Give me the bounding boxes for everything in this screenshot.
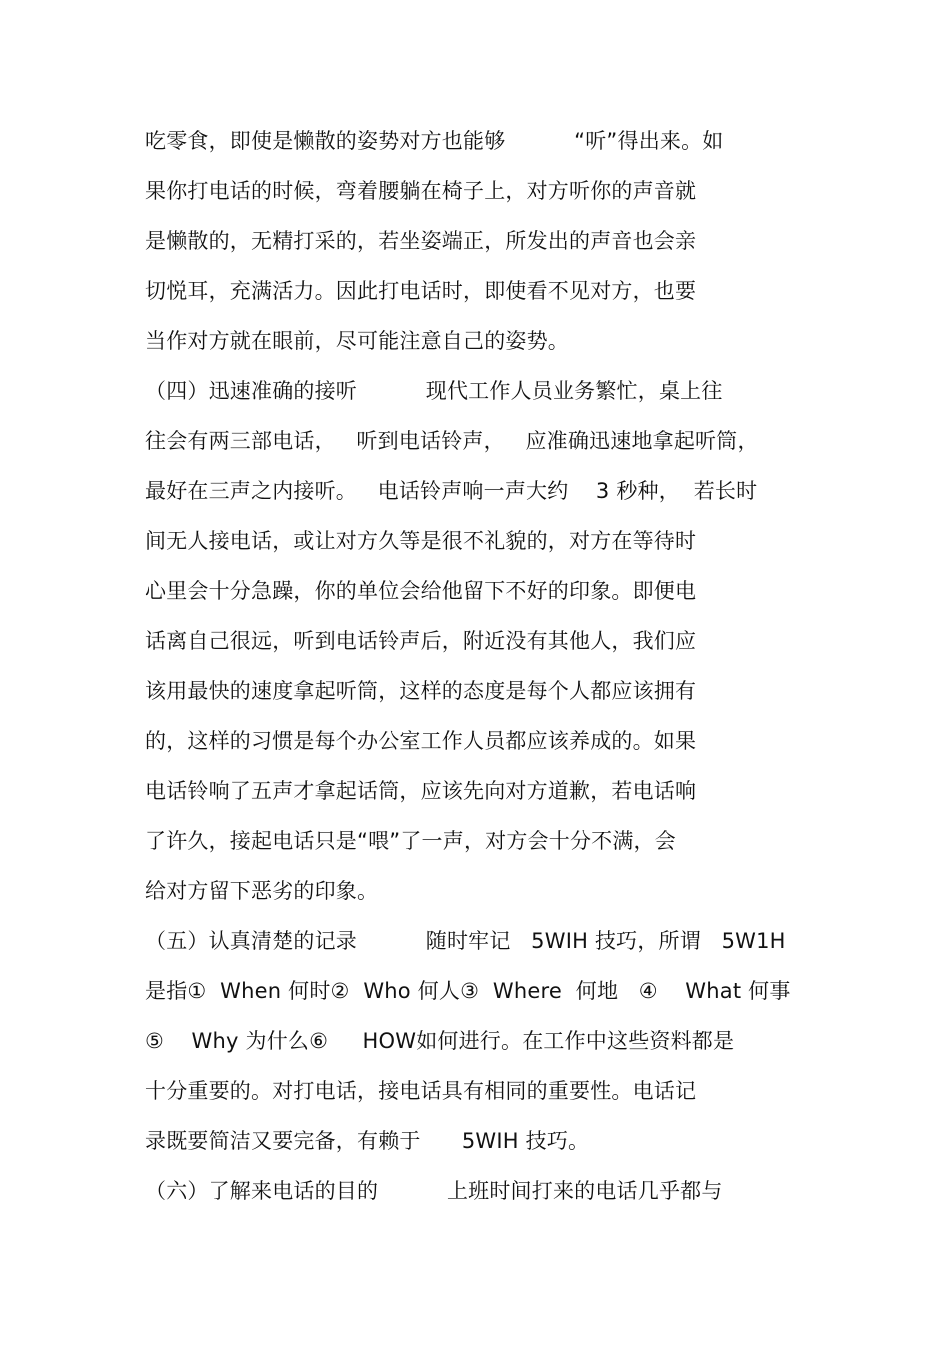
text-line: 吃零食，即使是懒散的姿势对方也能够 “听”得出来。如 <box>145 129 724 153</box>
section-heading-line: （六）了解来电话的目的 上班时间打来的电话几乎都与 <box>145 1179 723 1203</box>
text-line: ⑤ Why 为什么⑥ HOW如何进行。在工作中这些资料都是 <box>145 1029 735 1053</box>
section-heading-line: （五）认真清楚的记录 随时牢记 5WIH 技巧，所谓 5W1H <box>145 929 786 953</box>
text-line: 的，这样的习惯是每个办公室工作人员都应该养成的。如果 <box>145 729 697 753</box>
text-line: 是指① When 何时② Who 何人③ Where 何地 ④ What 何事 <box>145 979 791 1003</box>
text-line: 当作对方就在眼前，尽可能注意自己的姿势。 <box>145 329 569 353</box>
text-line: 十分重要的。对打电话，接电话具有相同的重要性。电话记 <box>145 1079 697 1103</box>
text-line: 话离自己很远，听到电话铃声后，附近没有其他人，我们应 <box>145 629 697 653</box>
text-line: 切悦耳，充满活力。因此打电话时，即使看不见对方，也要 <box>145 279 697 303</box>
section-heading-line: （四）迅速准确的接听 现代工作人员业务繁忙，桌上往 <box>145 379 723 403</box>
text-line: 电话铃响了五声才拿起话筒，应该先向对方道歉，若电话响 <box>145 779 697 803</box>
text-line: 给对方留下恶劣的印象。 <box>145 879 379 903</box>
text-line: 往会有两三部电话， 听到电话铃声， 应准确迅速地拿起听筒， <box>145 429 759 453</box>
text-line: 该用最快的速度拿起听筒，这样的态度是每个人都应该拥有 <box>145 679 697 703</box>
text-line: 是懒散的，无精打采的，若坐姿端正，所发出的声音也会亲 <box>145 229 697 253</box>
text-line: 心里会十分急躁，你的单位会给他留下不好的印象。即便电 <box>145 579 697 603</box>
text-line: 果你打电话的时候，弯着腰躺在椅子上，对方听你的声音就 <box>145 179 697 203</box>
text-line: 最好在三声之内接听。 电话铃声响一声大约 3 秒种， 若长时 <box>145 479 758 503</box>
text-line: 间无人接电话，或让对方久等是很不礼貌的，对方在等待时 <box>145 529 697 553</box>
text-line: 了许久，接起电话只是“喂”了一声，对方会十分不满，会 <box>145 829 676 853</box>
text-line: 录既要简洁又要完备，有赖于 5WIH 技巧。 <box>145 1129 590 1153</box>
